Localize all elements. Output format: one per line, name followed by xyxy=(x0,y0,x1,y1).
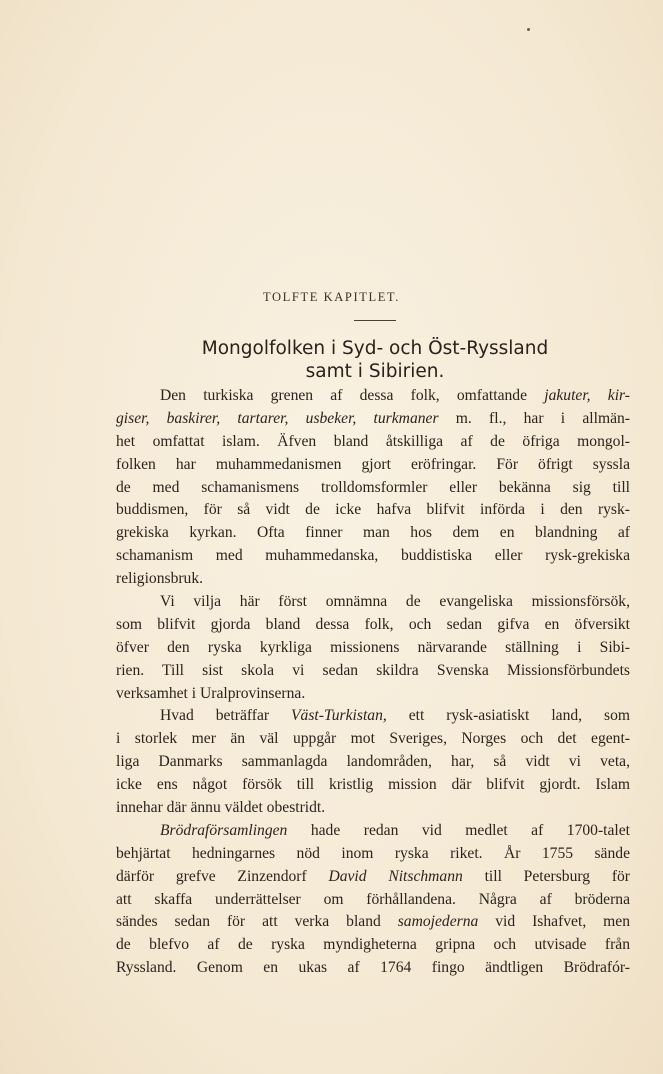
text-segment: sändes sedan för att verka bland xyxy=(116,913,398,931)
text-segment: hade redan vid medlet af 1700-talet xyxy=(287,821,630,839)
italic-segment: David Nitschmann xyxy=(328,867,463,885)
text-segment: de med schamanismens trolldomsformler eller bekänna sig till xyxy=(116,478,630,496)
text-line xyxy=(116,637,630,660)
text-segment: ett rysk-asiatiskt land, som xyxy=(386,707,630,725)
text-segment: schamanism med muhammedanska, buddistiska eller rysk-grekiska xyxy=(116,547,630,565)
text-segment: het omfattat islam. Äfven bland åtskilliga af de öfriga mongol- xyxy=(116,432,630,450)
text-segment: liga Danmarks sammanlagda landområden, har, så vidt vi veta, xyxy=(116,753,630,771)
text-segment: öfver den ryska kyrkliga missionens närvarande ställning i Sibi- xyxy=(116,638,630,656)
text-line xyxy=(116,545,630,568)
text-segment: buddismen, för så vidt de icke hafva blifvit införda i den rysk- xyxy=(116,501,630,519)
italic-segment: samojederna xyxy=(397,913,479,931)
italic-segment: Väst-Turkistan, xyxy=(291,707,387,725)
text-segment: i storlek mer än väl uppgår mot Sveriges, Norges och det egent- xyxy=(116,730,630,748)
italic-segment: giser, baskirer, tartarer, usbeker, turkmaner xyxy=(116,409,439,427)
text-line xyxy=(116,477,630,500)
text-line xyxy=(116,934,630,957)
body-text xyxy=(116,385,630,980)
chapter-title-line: Mongolfolken i Syd- och Öst-Ryssland xyxy=(201,338,549,359)
text-segment: m. fl., har i allmän- xyxy=(438,409,630,427)
text-line xyxy=(116,385,630,408)
chapter-title xyxy=(100,337,650,383)
text-line xyxy=(116,797,630,820)
text-segment: innehar där ännu väldet obestridt. xyxy=(116,799,326,817)
text-segment: vid Ishafvet, men xyxy=(478,913,630,931)
text-line xyxy=(116,568,630,591)
italic-segment: Brödraförsamlingen xyxy=(160,821,288,839)
text-segment: behjärtat hedningarnes nöd inom ryska riket. År 1755 sände xyxy=(116,844,630,862)
text-line xyxy=(116,705,630,728)
text-line xyxy=(116,454,630,477)
title-divider xyxy=(354,320,396,321)
text-line xyxy=(116,911,630,934)
text-segment: de blefvo af de ryska myndigheterna gripna och utvisade från xyxy=(116,936,630,954)
text-segment: rien. Till sist skola vi sedan skildra Svenska Missionsförbundets xyxy=(116,661,630,679)
text-segment: Ryssland. Genom en ukas af 1764 fingo ändtligen Brödrafór- xyxy=(116,959,630,977)
text-segment: att skaffa underrättelser om förhållandena. Några af bröderna xyxy=(116,890,630,908)
text-line xyxy=(116,774,630,797)
text-segment: grekiska kyrkan. Ofta finner man hos dem en blandning af xyxy=(116,524,630,542)
text-line xyxy=(116,614,630,637)
text-line xyxy=(116,683,630,706)
text-segment: Den turkiska grenen af dessa folk, omfattande xyxy=(160,387,545,404)
text-line xyxy=(116,751,630,774)
text-line xyxy=(116,431,630,454)
text-segment: icke ens något försök till kristlig mission där blifvit gjordt. Islam xyxy=(116,776,630,794)
text-segment: folken har muhammedanismen gjort eröfringar. För öfrigt syssla xyxy=(116,455,630,473)
text-line xyxy=(116,591,630,614)
ink-speck xyxy=(527,28,530,31)
text-line xyxy=(116,866,630,889)
text-segment: religionsbruk. xyxy=(116,570,204,588)
text-line xyxy=(116,728,630,751)
text-line xyxy=(116,499,630,522)
text-line xyxy=(116,957,630,980)
text-segment: som blifvit gjorda bland dessa folk, och sedan gifva en öfversikt xyxy=(116,615,630,633)
text-segment: till Petersburg för xyxy=(462,867,631,885)
text-line xyxy=(116,889,630,912)
text-segment: verksamhet i Uralprovinserna. xyxy=(116,684,306,702)
text-line xyxy=(116,522,630,545)
text-segment: därför grefve Zinzendorf xyxy=(116,867,329,885)
text-line xyxy=(116,843,630,866)
chapter-label: TOLFTE KAPITLET. xyxy=(263,290,400,304)
text-line xyxy=(116,660,630,683)
italic-segment: jakuter, kir- xyxy=(544,387,630,404)
chapter-title-line: samt i Sibirien. xyxy=(305,361,445,382)
text-segment: Hvad beträffar xyxy=(160,707,292,725)
text-line xyxy=(116,820,630,843)
text-segment: Vi vilja här först omnämna de evangeliska missionsförsök, xyxy=(160,593,630,611)
text-line xyxy=(116,408,630,431)
